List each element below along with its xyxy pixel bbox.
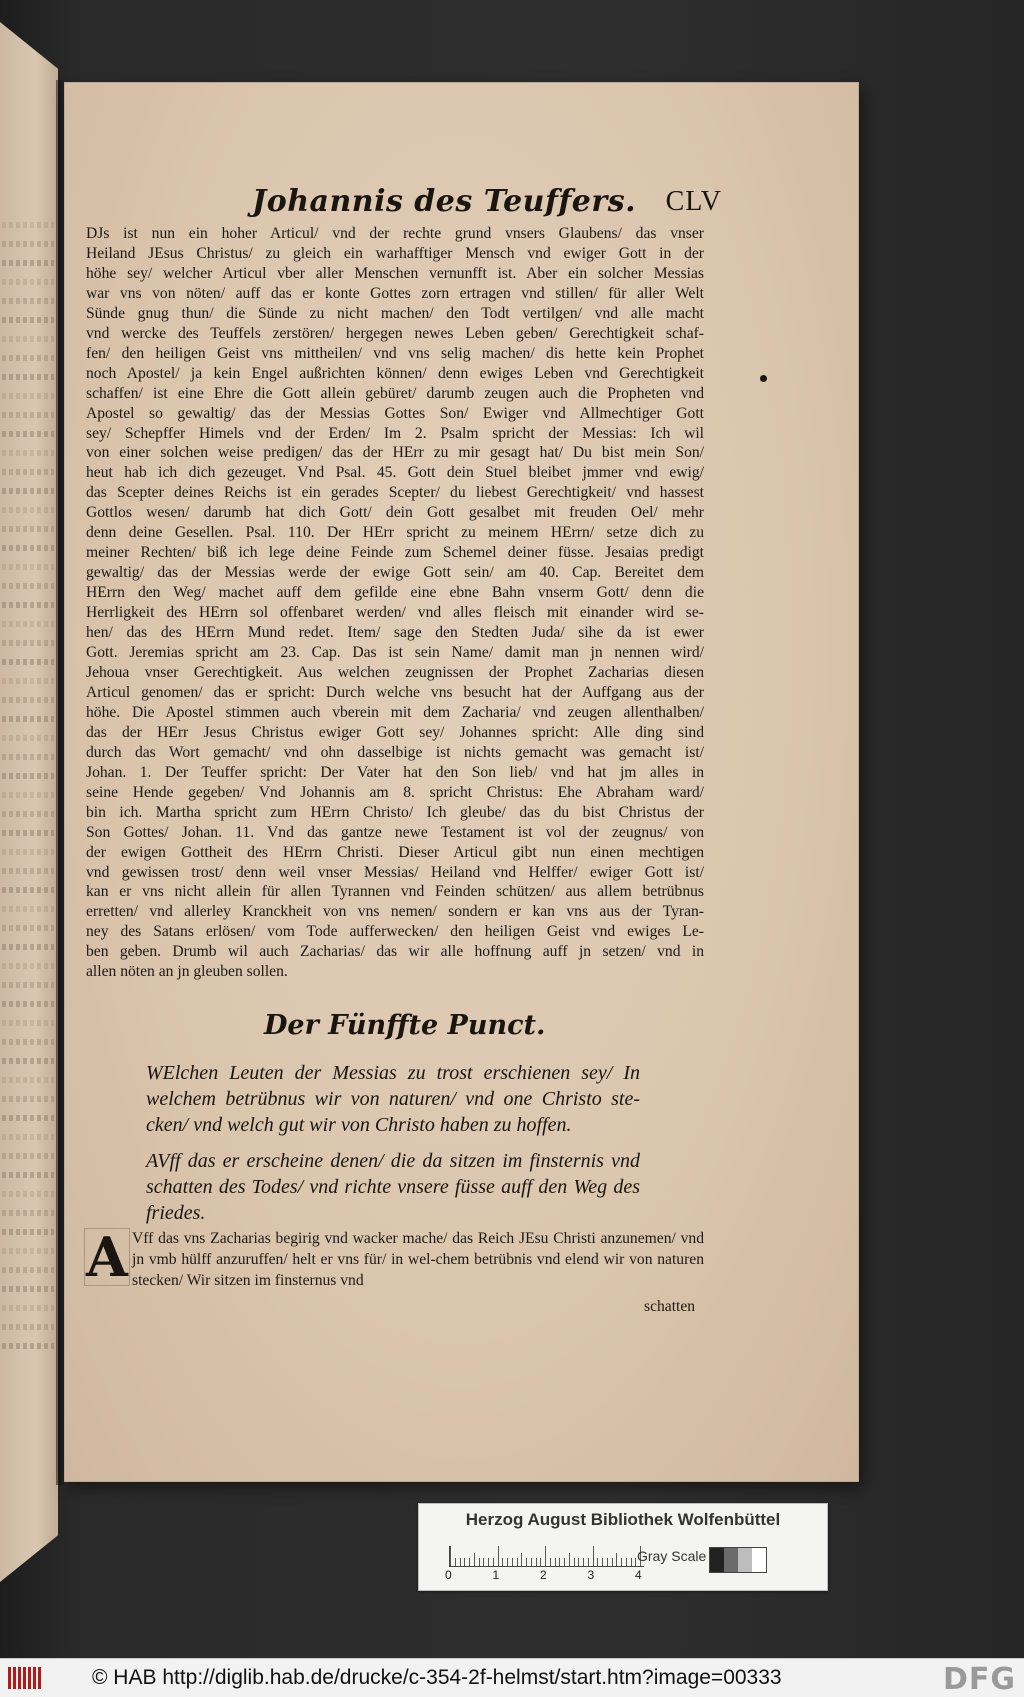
- ruler-tick: [555, 1558, 556, 1566]
- logo-stripe: [33, 1667, 36, 1689]
- bleed-through-line: [2, 1343, 54, 1349]
- ruler-tick: [626, 1558, 627, 1566]
- logo-stripe: [28, 1667, 31, 1689]
- ruler-tick: [517, 1558, 518, 1566]
- bleed-through-line: [2, 545, 54, 551]
- text-line: fen/ den heiligen Geist vns mittheilen/ vnd vns selig machen/ dis hette kein Prophet: [86, 344, 704, 362]
- bleed-through-line: [2, 1039, 54, 1045]
- bleed-through-line: [2, 393, 54, 399]
- bleed-through-line: [2, 1191, 54, 1197]
- bleed-through-line: [2, 1001, 54, 1007]
- ruler-tick: [531, 1558, 532, 1566]
- source-url[interactable]: © HAB http://diglib.hab.de/drucke/c-354-2f-helmst/start.htm?image=00333: [92, 1666, 782, 1689]
- gray-scale-swatches: [709, 1547, 767, 1573]
- ruler-tick: [540, 1558, 541, 1566]
- decorated-initial: A: [84, 1228, 130, 1286]
- bleed-through-line: [2, 1267, 54, 1273]
- bleed-through-line: [2, 640, 54, 646]
- bleed-through-line: [2, 412, 54, 418]
- text-line: war vns von nöten/ auff das er konte Gottes zorn ertragen vnd stillen/ für aller Welt: [86, 284, 704, 302]
- hab-logo-icon: [0, 1659, 60, 1697]
- bleed-through-line: [2, 602, 54, 608]
- bleed-through-line: [2, 583, 54, 589]
- ruler-tick: [602, 1558, 603, 1566]
- bleed-through-line: [2, 887, 54, 893]
- ruler-tick: [464, 1558, 465, 1566]
- logo-stripe: [13, 1667, 16, 1689]
- text-line: Gott. Jeremias spricht am 23. Cap. Das ist sein Name/ damit man jn nennen wird/: [86, 644, 704, 662]
- text-line: der ewigen Gottheit des HErrn Christi. Dieser Articul gibt nun einen mechtigen: [86, 843, 704, 861]
- ruler-tick: [488, 1558, 489, 1566]
- footer-bar: [0, 1658, 1024, 1697]
- text-line: seine Hende gegeben/ Vnd Johannis am 8. spricht Christus: Ehe Abraham ward/: [86, 783, 704, 801]
- text-line: sey/ Schepffer Himels vnd der Erden/ Im 2. Psalm spricht der Messias: Ich wil: [86, 424, 704, 442]
- bleed-through-line: [2, 355, 54, 361]
- ruler-tick: [507, 1558, 508, 1566]
- ruler-tick: [512, 1558, 513, 1566]
- ruler-label: 1: [492, 1568, 500, 1582]
- bleed-through-line: [2, 564, 54, 570]
- bleed-through-line: [2, 811, 54, 817]
- gray-swatch: [710, 1548, 724, 1572]
- bleed-through-line: [2, 241, 54, 247]
- bleed-through-line: [2, 488, 54, 494]
- running-title: Johannis des Teuffers.: [252, 184, 637, 219]
- bleed-through-line: [2, 735, 54, 741]
- bleed-through-line: [2, 678, 54, 684]
- logo-stripe: [8, 1667, 11, 1689]
- bleed-through-line: [2, 868, 54, 874]
- text-line: ben geben. Drumb wil auch Zacharias/ das wir alle hoffnung auff jn setzen/ vnd in: [86, 943, 704, 961]
- ruler-tick: [450, 1546, 451, 1566]
- scripture-quote: AVff das er erscheine denen/ die da sitzen im finsternis vnd schatten des Todes/ vnd richte vnsere füsse auff den Weg des friedes.: [146, 1150, 640, 1224]
- text-line: Son Gottes/ Johan. 11. Vnd das gantze newe Testament ist vol der zeugnus/ von: [86, 823, 704, 841]
- bleed-through-line: [2, 659, 54, 665]
- text-line: durch das Wort gemacht/ vnd ohn dasselbige ist nichts gemacht was gemacht ist/: [86, 743, 704, 761]
- bleed-through-line: [2, 754, 54, 760]
- bleed-through-line: [2, 260, 54, 266]
- ruler-tick: [536, 1558, 537, 1566]
- bleed-through-line: [2, 1172, 54, 1178]
- ruler-tick: [569, 1553, 570, 1566]
- text-line: Articul genomen/ das er spricht: Durch welche vns besucht hat der Auffgang aus der: [86, 683, 704, 701]
- ruler-tick: [597, 1558, 598, 1566]
- ruler-tick: [455, 1558, 456, 1566]
- bleed-through-line: [2, 1248, 54, 1254]
- gray-swatch: [752, 1548, 766, 1572]
- bleed-through-line: [2, 526, 54, 532]
- bleed-through-line: [2, 1286, 54, 1292]
- ruler-scale: [449, 1546, 644, 1567]
- ruler-labels: [445, 1568, 655, 1584]
- bleed-through-line: [2, 1305, 54, 1311]
- ruler-tick: [483, 1558, 484, 1566]
- ruler-tick: [493, 1558, 494, 1566]
- bleed-through-line: [2, 336, 54, 342]
- text-line: Gottlos wesen/ darumb hat dich Gott/ dein Gott gesalbet mit freuden Oel/ mehr: [86, 504, 704, 522]
- text-line: noch Apostel/ ja kein Engel außrichten können/ denn ewiges Leben vnd Gerechtigkeit: [86, 364, 704, 382]
- bleed-through-line: [2, 716, 54, 722]
- ruler-tick: [526, 1558, 527, 1566]
- bleed-through-line: [2, 431, 54, 437]
- ruler-label: 3: [587, 1568, 595, 1582]
- bleed-through-line: [2, 697, 54, 703]
- text-line: von einer solchen weise predigen/ das der HErr zu mir gesagt hat/ Du bist mein Son/: [86, 444, 704, 462]
- text-line: HErrn den Weg/ machet auff dem gefilde eine ebne Bahn vnserm Gott/ denn die: [86, 584, 704, 602]
- bleed-through-line: [2, 1153, 54, 1159]
- bleed-through-line: [2, 773, 54, 779]
- text-line: höhe sey/ welcher Articul vber aller Menschen vernunfft ist. Aber ein solcher Messias: [86, 264, 704, 282]
- ruler-tick: [559, 1558, 560, 1566]
- bleed-through-line: [2, 450, 54, 456]
- ruler-tick: [521, 1553, 522, 1566]
- ruler-tick: [612, 1558, 613, 1566]
- bleed-through-line: [2, 374, 54, 380]
- text-line: höhe. Die Apostel stimmen auch vberein mit dem Zacharia/ vnd zeugen allenthalben/: [86, 703, 704, 721]
- ruler-tick: [593, 1546, 594, 1566]
- text-line: allen nöten an jn gleuben sollen.: [86, 963, 288, 981]
- text-line: meiner Rechten/ biß ich lege deine Feinde zum Schemel deiner füsse. Jesaias predigt: [86, 544, 704, 562]
- text-line: Johan. 1. Der Teuffer spricht: Der Vater hat den Son lieb/ vnd hat jm alles in: [86, 763, 704, 781]
- bleed-through-line: [2, 1324, 54, 1330]
- catchword: schatten: [644, 1298, 696, 1315]
- bleed-through-line: [2, 1058, 54, 1064]
- ruler-label: 0: [445, 1568, 452, 1582]
- final-paragraph: Vff das vns Zacharias begirig vnd wacker mache/ das Reich JEsu Christi anzunemen/ vnd jn vmb hülff anzuruffen/ helt er vns für/ in wel-chem betrübnis vnd elend wir von naturen stecken/ Wir sitzen im finsternus vnd: [132, 1230, 704, 1289]
- ruler-tick: [607, 1558, 608, 1566]
- bleed-through-line: [2, 507, 54, 513]
- text-line: bin ich. Martha spricht zum HErrn Christo/ Ich gleube/ das du bist Christus der: [86, 803, 704, 821]
- ruler-tick: [588, 1558, 589, 1566]
- text-line: Herrligkeit des HErrn sol offenbaret werden/ vnd alles fleisch mit einander wird se-: [86, 604, 704, 622]
- bleed-through-line: [2, 298, 54, 304]
- text-line: kan er vns nicht allein für allen Tyrannen vnd Feinden schützen/ aus allem betrübnus: [86, 883, 704, 901]
- bleed-through-line: [2, 621, 54, 627]
- ruler-tick: [574, 1558, 575, 1566]
- bleed-through-line: [2, 1134, 54, 1140]
- gray-swatch: [738, 1548, 752, 1572]
- text-line: vnd wercke des Teuffels zerstören/ hergegen newes Leben geben/ Gerechtigkeit schaf-: [86, 324, 704, 342]
- folio-number: CLV: [665, 186, 722, 217]
- logo-stripe: [38, 1667, 41, 1689]
- text-line: hen/ das des HErrn Mund redet. Item/ sage den Stedten Juda/ sihe da ist ewer: [86, 624, 704, 642]
- bleed-through-line: [2, 317, 54, 323]
- text-line: DJs ist nun ein hoher Articul/ vnd der rechte grund vnsers Glaubens/ das vnser: [86, 225, 704, 242]
- ruler-tick: [502, 1558, 503, 1566]
- library-name: Herzog August Bibliothek Wolfenbüttel: [465, 1510, 781, 1529]
- ruler-label: 2: [540, 1568, 547, 1582]
- bleed-through-line: [2, 1229, 54, 1235]
- bleed-through-line: [2, 906, 54, 912]
- ruler-tick: [583, 1558, 584, 1566]
- previous-page-edge: [0, 22, 58, 1582]
- ruler-tick: [578, 1558, 579, 1566]
- bleed-through-line: [2, 944, 54, 950]
- ruler-tick: [564, 1558, 565, 1566]
- text-line: ney des Satans erlösen/ vom Tode aufferwecken/ den heiligen Geist vnd ewiges Le-: [86, 923, 704, 941]
- text-line: Sünde gnug thun/ die Sünde zu nicht machen/ den Todt vertilgen/ vnd alle macht: [86, 304, 704, 322]
- ruler-tick: [498, 1546, 499, 1566]
- ruler-tick: [469, 1558, 470, 1566]
- ink-dot: [760, 375, 767, 382]
- bleed-through-line: [2, 1096, 54, 1102]
- bleed-through-line: [2, 925, 54, 931]
- bleed-through-line: [2, 849, 54, 855]
- text-line: heut hab ich dich gezeuget. Vnd Psal. 45. Gott dein Stuel bleibet jmmer vnd ewig/: [86, 464, 704, 482]
- ruler-tick: [545, 1546, 546, 1566]
- bleed-through-line: [2, 1020, 54, 1026]
- text-line: Apostel so gewaltig/ das der Messias Gottes Son/ Ewiger vnd Allmechtiger Gott: [86, 404, 704, 422]
- text-line: Heiland JEsus Christus/ zu gleich ein warhafftiger Mensch vnd ewiger Gott in der: [86, 244, 704, 262]
- page-header: [252, 180, 722, 228]
- ruler-tick: [460, 1558, 461, 1566]
- ruler-label: 4: [635, 1568, 642, 1582]
- bleed-through-line: [2, 982, 54, 988]
- bleed-through-line: [2, 279, 54, 285]
- bleed-through-line: [2, 469, 54, 475]
- text-line: erretten/ vnd allerley Kranckheit von vns nemen/ sondern er kan vns aus der Tyran-: [86, 903, 704, 921]
- color-scale-card: [418, 1503, 828, 1591]
- ruler-tick: [621, 1558, 622, 1566]
- text-line: denn deine Gesellen. Psal. 110. Der HErr spricht zu meinem HErrn/ setze dich zu: [86, 524, 704, 542]
- bleed-through-line: [2, 222, 54, 228]
- bleed-through-line: [2, 1077, 54, 1083]
- section-question: WElchen Leuten der Messias zu trost erschienen sey/ In welchem betrübnus wir von naturen/ vnd one Christo ste-cken/ vnd welch gut wir von Christo haben zu hoffen.: [146, 1062, 640, 1136]
- logo-stripe: [23, 1667, 26, 1689]
- section-heading: Der Fünffte Punct.: [264, 1010, 546, 1041]
- bleed-through-line: [2, 830, 54, 836]
- text-line: gewaltig/ das der Messias werde der ewige Gott sein/ am 40. Cap. Bereitet dem: [86, 564, 704, 582]
- text-line: vnd gewissen trost/ denn weil vnser Messias/ Heiland vnd Helffer/ ewiger Gott ist/: [86, 863, 704, 881]
- ruler-tick: [616, 1553, 617, 1566]
- gray-scale-label: Gray Scale: [637, 1548, 707, 1564]
- logo-stripe: [18, 1667, 21, 1689]
- ruler-tick: [474, 1553, 475, 1566]
- text-line: das Scepter deines Reichs ist ein gerades Scepter/ du liebest Gerechtigkeit/ vnd hassest: [86, 484, 704, 502]
- gray-swatch: [724, 1548, 738, 1572]
- bleed-through-line: [2, 792, 54, 798]
- ruler-tick: [479, 1558, 480, 1566]
- bleed-through-line: [2, 963, 54, 969]
- text-line: Jehoua vnser Gerechtigkeit. Aus welchen zeugnissen der Prophet Zacharias diesen: [86, 663, 704, 681]
- main-text-block: [86, 224, 704, 982]
- bleed-through-line: [2, 1115, 54, 1121]
- ruler-tick: [550, 1558, 551, 1566]
- bleed-through-line: [2, 1210, 54, 1216]
- text-line: schaffen/ ist eine Ehre die Gott allein gebüret/ darumb zeugen auch die Propheten vnd: [86, 384, 704, 402]
- text-line: das der HErr Jesus Christus ewiger Gott sey/ Johannes spricht: Alle ding sind: [86, 723, 704, 741]
- ruler-tick: [631, 1558, 632, 1566]
- dfg-logo: DFG: [942, 1662, 1016, 1697]
